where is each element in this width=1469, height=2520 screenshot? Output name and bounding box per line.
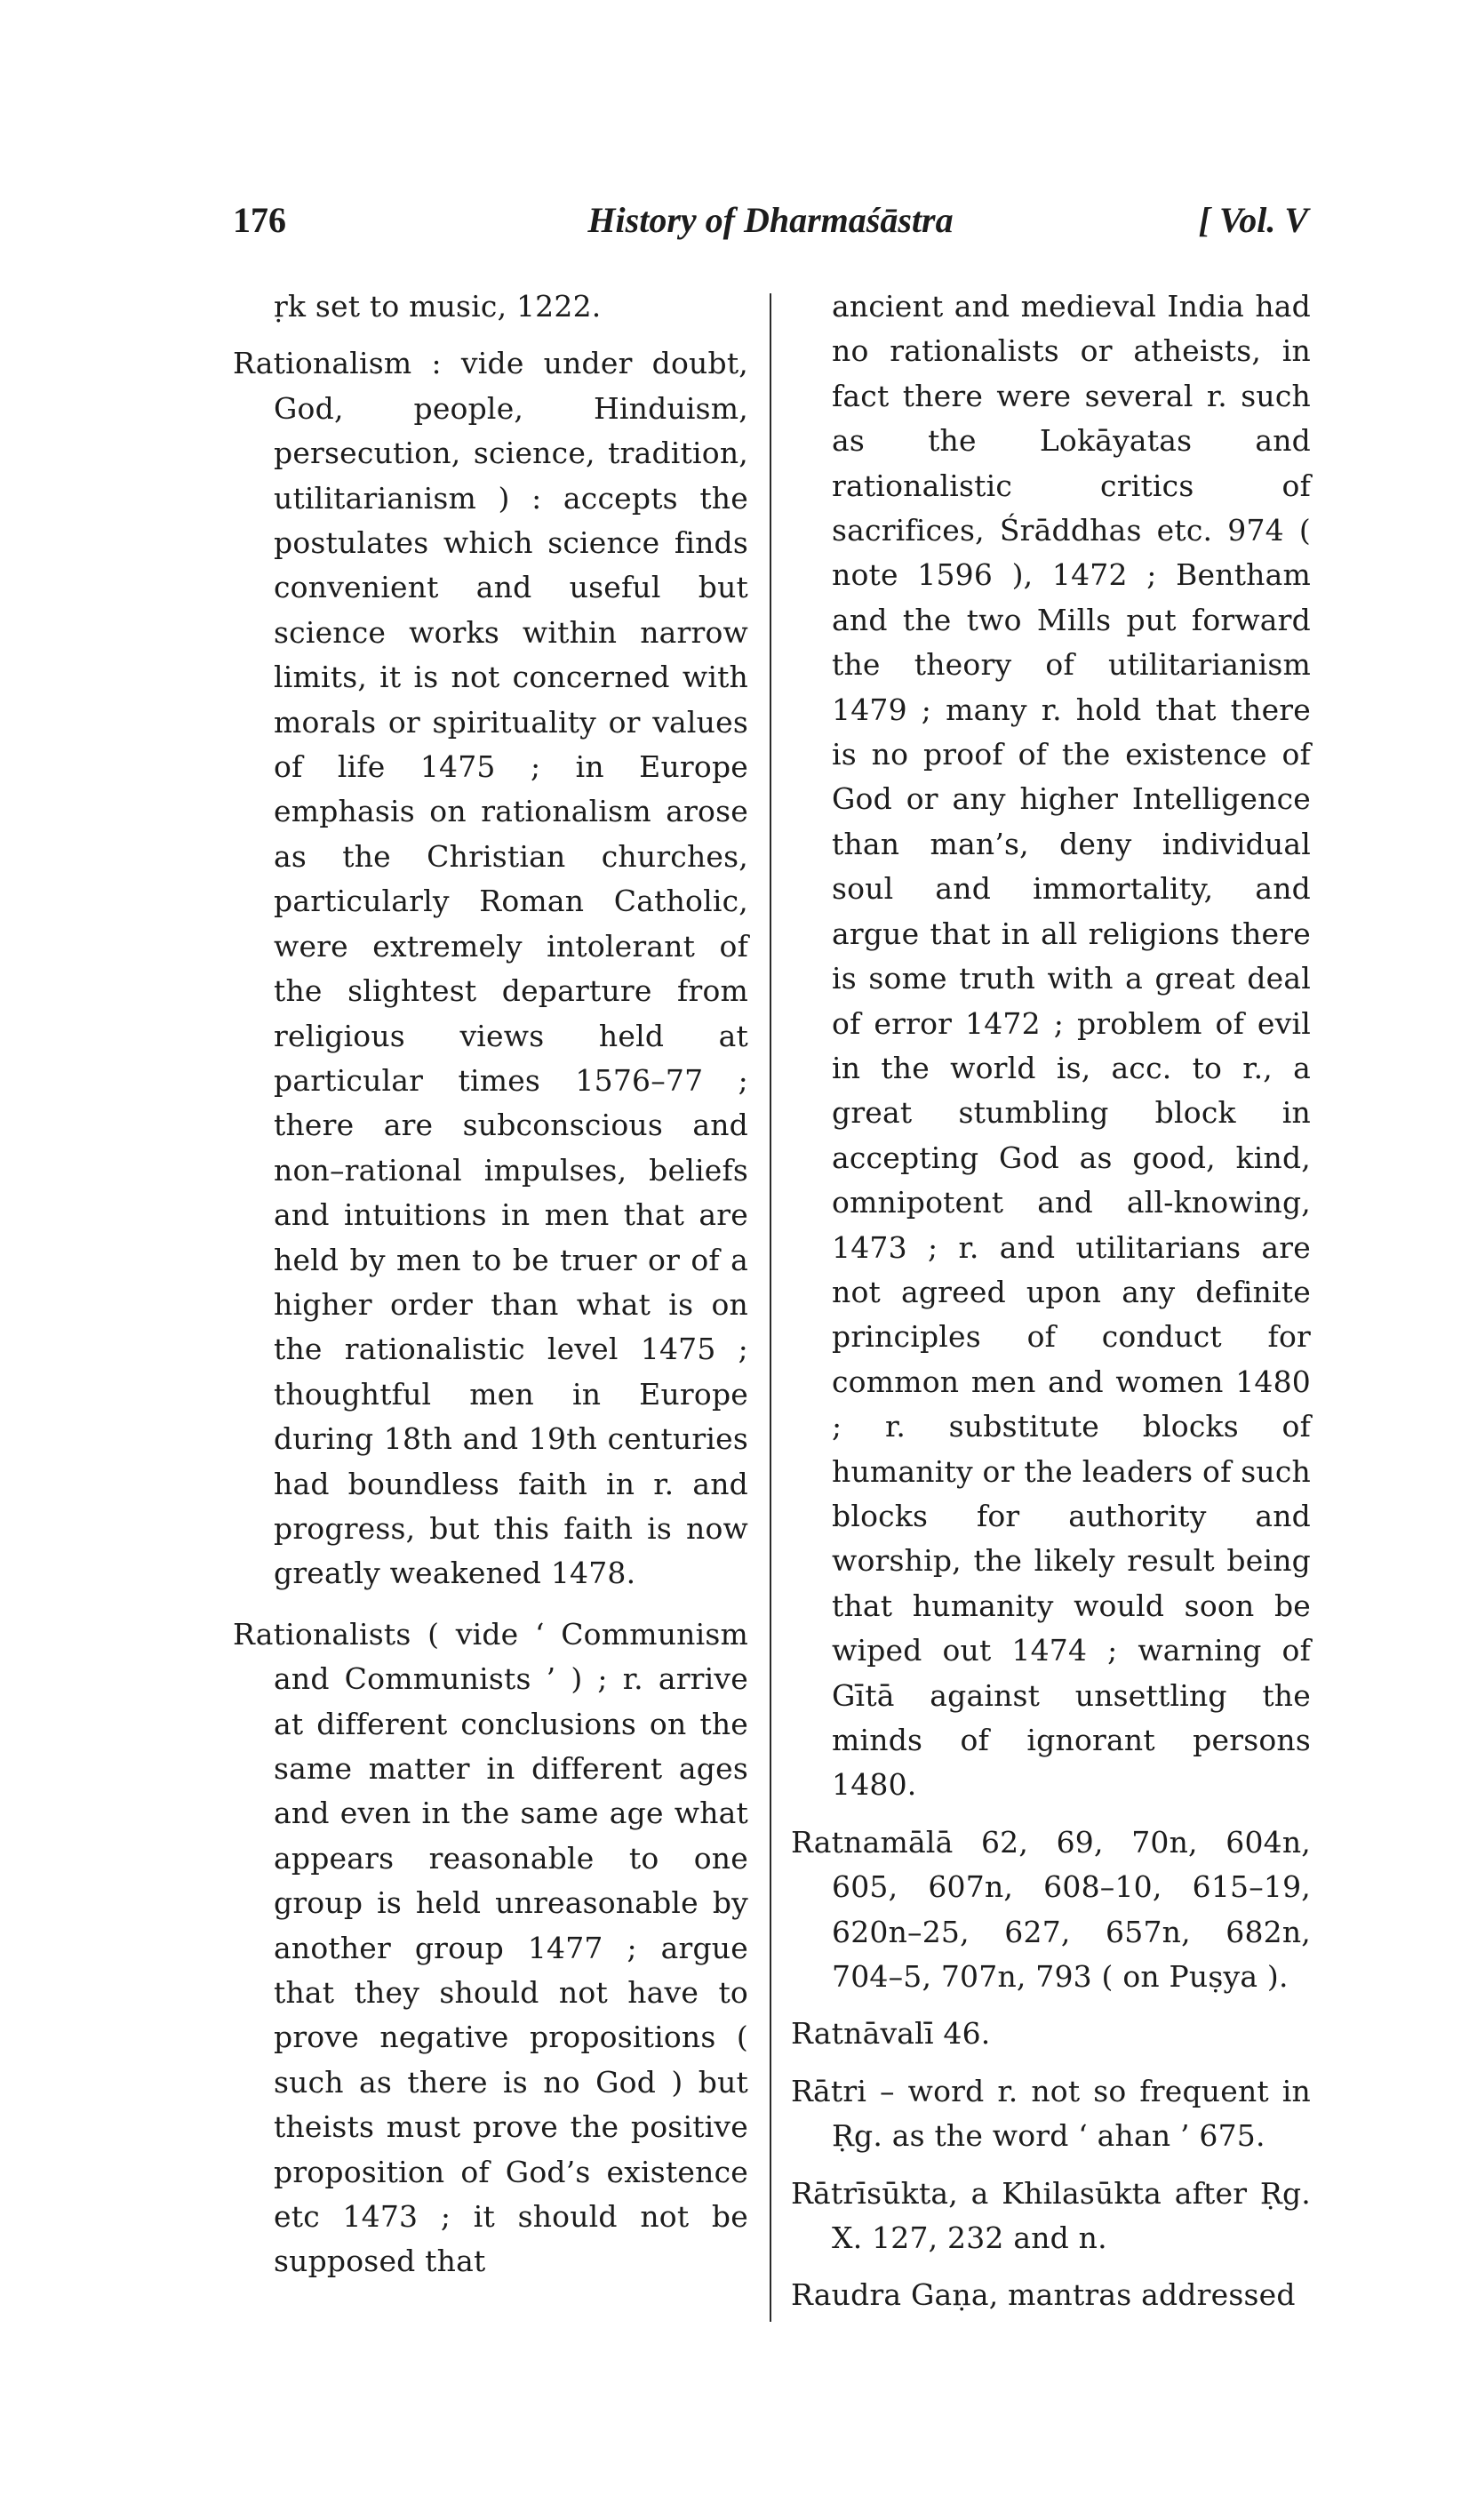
index-entry-ratnamala: Ratnamālā 62, 69, 70n, 604n, 605, 607n, 608–10, 615–19, 620n–25, 627, 657n, 682n, 704–5, 707n, 793 ( on Puṣya ).	[791, 1824, 1311, 1995]
index-entry-raudra-gana: Raudra Gaṇa, mantras addressed	[791, 2277, 1296, 2313]
index-entry-continuation: ṛk set to music, 1222.	[274, 289, 602, 324]
volume-label: [ Vol. V	[1198, 200, 1308, 240]
book-title: History of Dharmaśāstra	[587, 200, 954, 240]
right-column	[791, 284, 1311, 2331]
column-divider	[770, 293, 771, 2322]
index-entry-ratrisukta: Rātrīsūkta, a Khilasūkta after Ṛg. X. 127, 232 and n.	[791, 2175, 1311, 2256]
running-head	[233, 194, 1308, 247]
index-entry-rationalism: Rationalism : vide under doubt, God, people, Hinduism, persecution, science, tradition, utilitarianism ) : accepts the postulates which science finds convenient and useful but science works within narrow limits, it is not concerned with morals or spirituality or values of life 1475 ; in Europe emphasis on rationalism arose as the Christian churches, particularly Roman Catholic, were extremely intolerant of the slightest departure from religious views held at particular times 1576–77 ; there are subconscious and non–rational impulses, beliefs and intuitions in men that are held by men to be truer or of a higher order than what is on the rationalistic level 1475 ; thoughtful men in Europe during 18th and 19th centuries had boundless faith in r. and progress, but this faith is now greatly weakened 1478.	[233, 346, 748, 1591]
page-number: 176	[233, 200, 286, 240]
index-entry-ratri: Rātri – word r. not so frequent in Ṛg. as the word ‘ ahan ’ 675.	[791, 2073, 1311, 2154]
left-column	[233, 284, 748, 2297]
index-entry-rationalists: Rationalists ( vide ‘ Communism and Communists ’ ) ; r. arrive at different conclusions on the same matter in different ages and even in the same age what appears reasonable to one group is held unreasonable by another group 1477 ; argue that they should not have to prove negative propositions ( such as there is no God ) but theists must prove the positive proposition of God’s existence etc 1473 ; it should not be supposed that	[233, 1616, 748, 2279]
index-entry-ratnavali: Ratnāvalī 46.	[791, 2016, 991, 2052]
index-entry-continuation: ancient and medieval India had no rationalists or atheists, in fact there were several r. such as the Lokāyatas and rationalistic critics of sacrifices, Śrāddhas etc. 974 ( note 1596 ), 1472 ; Bentham and the two Mills put forward the theory of utilitarianism 1479 ; many r. hold that there is no proof of the existence of God or any higher Intelligence than man’s, deny individual soul and immortality, and argue that in all religions there is some truth with a great deal of error 1472 ; problem of evil in the world is, acc. to r., a great stumbling block in accepting God as good, kind, omnipotent and all-knowing, 1473 ; r. and utilitarians are not agreed upon any definite principles of conduct for common men and women 1480 ; r. substitute blocks of humanity or the leaders of such blocks for authority and worship, the likely result being that humanity would soon be wiped out 1474 ; warning of Gītā against unsettling the minds of ignorant persons 1480.	[832, 289, 1311, 1803]
